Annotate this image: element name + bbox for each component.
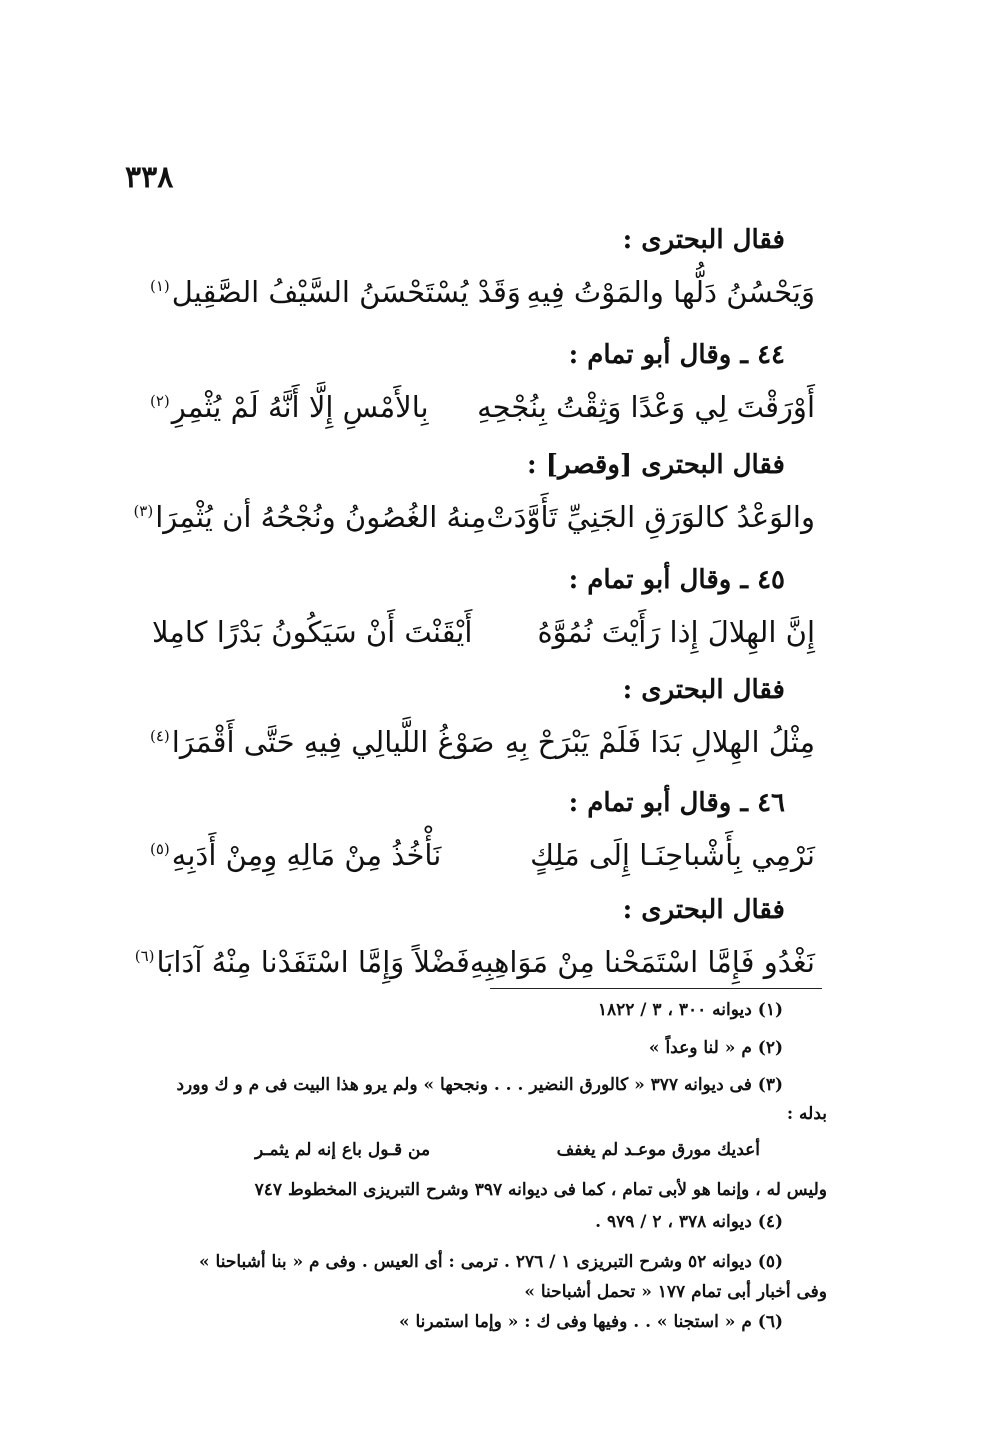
footnote-ref: (٦) (134, 947, 155, 966)
poet-intro: ٤٥ ـ وقال أبو تمام : (568, 565, 785, 595)
verse-second-text: أَيْقَنْتَ أَنْ سَيَكُونُ بَدْرًا كامِلا (152, 615, 473, 649)
verse-first-hemistich: نَرْمِي بِأَشْباحِنَـا إِلَى مَلِكٍ (530, 838, 815, 872)
verse-line (134, 945, 815, 979)
footnote-ref: (٢) (150, 392, 170, 411)
footnote-3-note: وليس له ، وإنما هو لأبى تمام ، كما فى ديوانه ٣٩٧ وشرح التبريزى المخطوط ٧٤٧ (254, 1180, 827, 1200)
verse-first-hemistich: والوَعْدُ كالوَرَقِ الجَنِيِّ تَأَوَّدَتْ (486, 500, 815, 534)
verse-second-hemistich (133, 500, 486, 534)
verse-first-hemistich: نَغْدُو فَإِمَّا اسْتَمَحْنا مِنْ مَوَاهِبِهِ (469, 945, 815, 979)
verse-second-text: صَوْغُ اللَّيالِي فِيهِ حَتَّى أَقْمَرَا (171, 725, 495, 759)
footnote-ref: (٣) (133, 502, 154, 521)
verse-second-hemistich (150, 275, 521, 309)
verse-line (150, 390, 815, 424)
verse-first-hemistich: أَوْرَقْتَ لِي وَعْدًا وَثِقْتُ بِنُجْحِهِ (477, 390, 815, 424)
poet-intro: فقال البحترى [وقصر] : (527, 450, 785, 480)
verse-line (150, 725, 815, 759)
verse-first-hemistich: إِنَّ الهِلالَ إِذا رَأَيْتَ نُمُوَّهُ (537, 615, 815, 649)
footnote-verse (255, 1140, 760, 1160)
verse-line (150, 615, 815, 649)
footnote-ref: (١) (150, 277, 170, 296)
poet-intro: فقال البحترى : (622, 675, 785, 705)
verse-second-text: بِالأَمْسِ إِلَّا أَنَّهُ لَمْ يُثْمِرِ (171, 390, 429, 424)
footnote-4: (٤) ديوانه ٣٧٨ ، ٢ / ٩٧٩ . (595, 1212, 783, 1232)
verse-first-hemistich: وَيَحْسُنُ دَلُّها والمَوْتُ فِيهِ (526, 275, 815, 309)
poet-intro: فقال البحترى : (622, 225, 785, 255)
poet-intro: ٤٤ ـ وقال أبو تمام : (568, 340, 785, 370)
verse-first-hemistich: مِثْلُ الهِلالِ بَدَا فَلَمْ يَبْرَحْ بِهِ (504, 725, 815, 759)
footnote-3: (٣) فى ديوانه ٣٧٧ « كالورق النضير . . . ونجحها » ولم يرو هذا البيت فى م و ك وورد (176, 1075, 783, 1095)
footnote-verse-first: أعديك مورق موعـد لم يغفف (556, 1140, 760, 1160)
verse-second-text: نَأْخُذُ مِنْ مَالِهِ وِمِنْ أَدَبِهِ (171, 838, 442, 872)
footnote-2: (٢) م « لنا وعداً » (648, 1038, 783, 1058)
verse-second-hemistich (150, 838, 441, 872)
footnote-divider (490, 988, 822, 989)
verse-line (150, 275, 815, 309)
poet-intro: فقال البحترى : (622, 895, 785, 925)
footnote-5-continuation: وفى أخبار أبى تمام ١٧٧ « تحمل أشباحنا » (524, 1282, 827, 1302)
footnote-6: (٦) م « استجنا » . . وفيها وفى ك : « وإما استمرنا » (398, 1312, 783, 1332)
verse-second-text: مِنهُ الغُصُونُ ونُجْحُهُ أن يُثْمِرَا (155, 500, 487, 534)
footnote-3-continuation: بدله : (786, 1104, 827, 1124)
verse-second-text: فَضْلاً وَإِمَّا اسْتَفَدْنا مِنْهُ آدَابَا (156, 945, 470, 979)
footnote-1: (١) ديوانه ٣٠٠ ، ٣ / ١٨٢٢ (597, 1000, 783, 1020)
verse-second-hemistich (150, 390, 429, 424)
footnote-ref: (٤) (150, 727, 170, 746)
verse-line (133, 500, 815, 534)
poet-intro: ٤٦ ـ وقال أبو تمام : (568, 788, 785, 818)
verse-line (150, 838, 815, 872)
verse-second-hemistich (150, 615, 472, 649)
verse-second-text: وَقَدْ يُسْتَحْسَنُ السَّيْفُ الصَّقِيل (171, 275, 521, 309)
page-number: ٣٣٨ (125, 160, 174, 195)
verse-second-hemistich (150, 725, 494, 759)
footnote-ref: (٥) (150, 840, 170, 859)
footnote-verse-second: من قـول باع إنه لم يثمـر (255, 1140, 431, 1160)
footnote-5: (٥) ديوانه ٥٢ وشرح التبريزى ١ / ٢٧٦ . ترمى : أى العيس . وفى م « بنا أشباحنا » (199, 1252, 783, 1272)
verse-second-hemistich (135, 945, 470, 979)
